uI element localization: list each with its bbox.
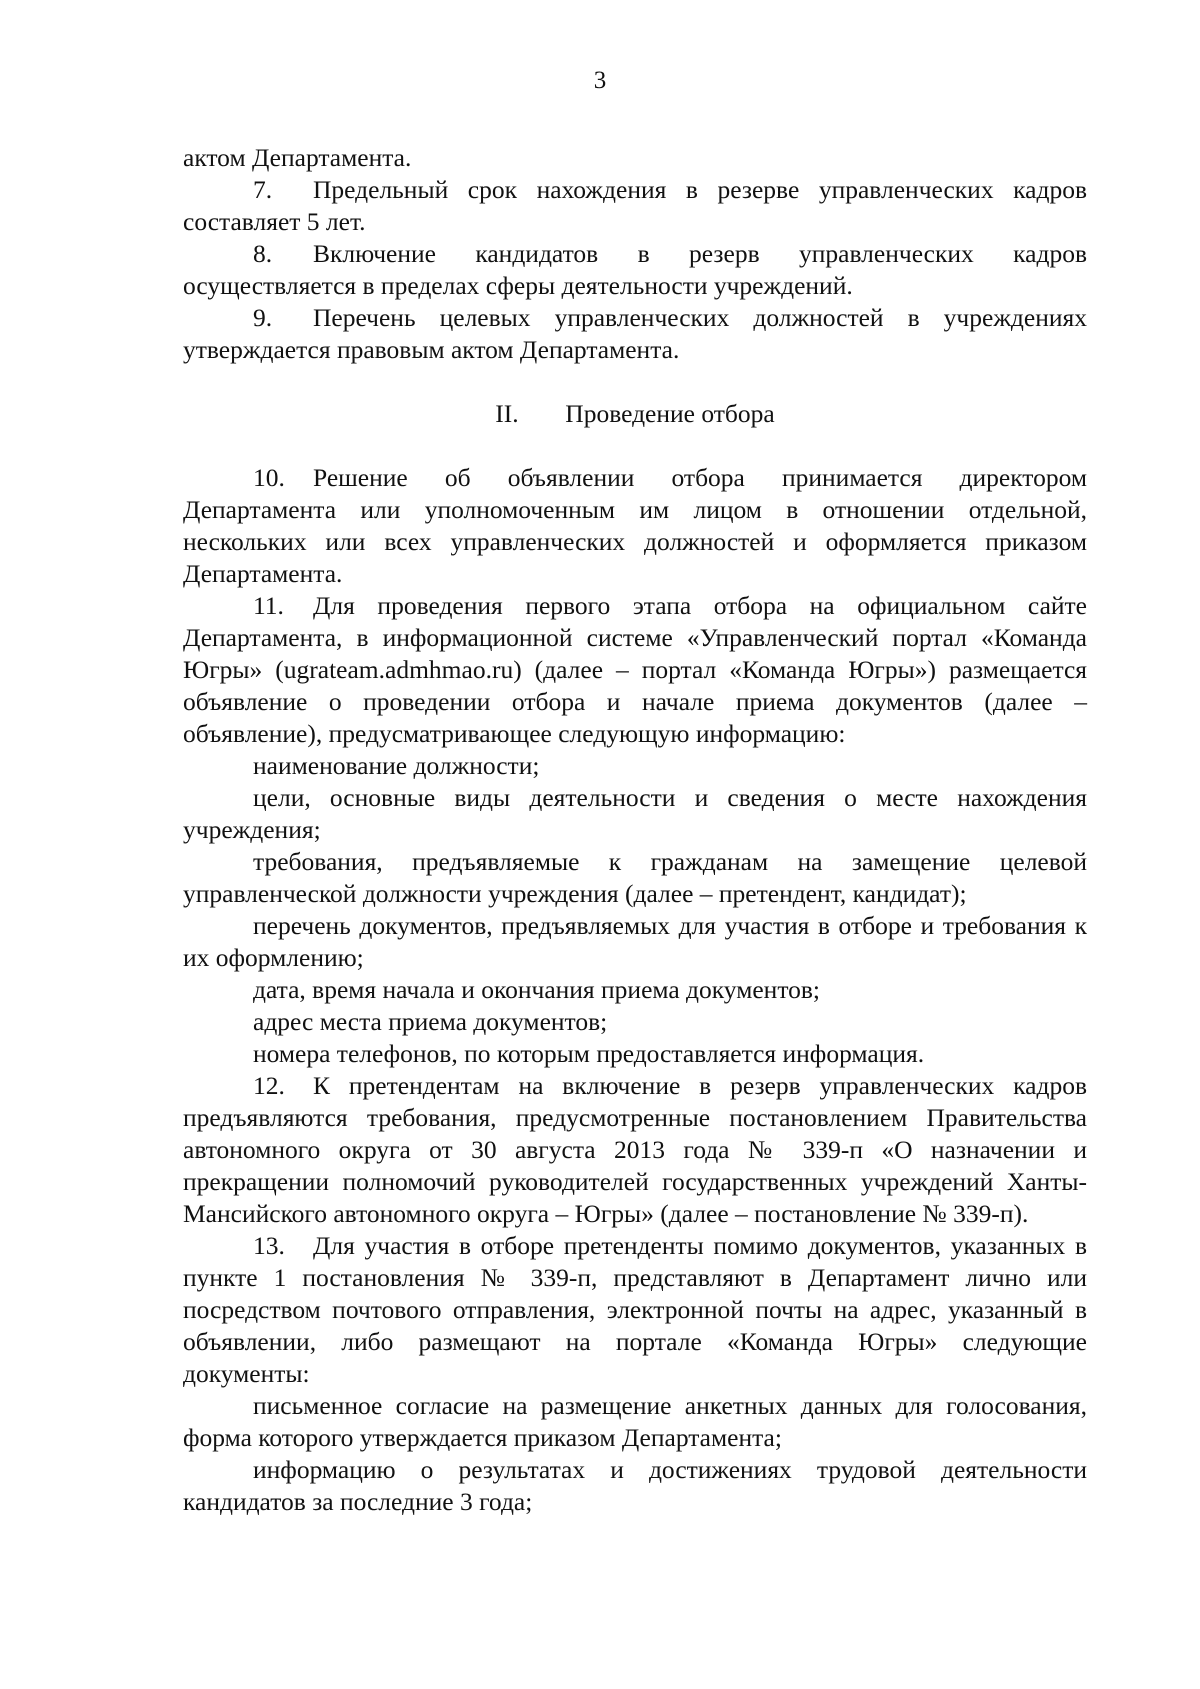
clause-text: К претендентам на включение в резерв управленческих кадров предъявляются требования, предусмотренные постановлением Правительства автономного округа от 30 августа 2013 года № 339-п «О назначении и прекращении полномочий руководителей государственных учреждений Ханты-Мансийского автономного округа – Югры» (далее – постановление № 339-п). <box>183 1071 1087 1228</box>
list-item: адрес места приема документов; <box>253 1007 608 1036</box>
list-item: наименование должности; <box>253 751 540 780</box>
clause-10 <box>183 462 1087 590</box>
clause-13 <box>183 1230 1087 1390</box>
clause-7 <box>183 174 1087 238</box>
list-item: письменное согласие на размещение анкетных данных для голосования, форма которого утверждается приказом Департамента; <box>183 1391 1087 1452</box>
clause-12 <box>183 1070 1087 1230</box>
clause-9 <box>183 302 1087 366</box>
clause-text: Перечень целевых управленческих должностей в учреждениях утверждается правовым актом Департамента. <box>183 303 1087 364</box>
page-number: 3 <box>593 67 607 94</box>
paragraph-continuation: актом Департамента. <box>183 143 412 172</box>
list-item: дата, время начала и окончания приема документов; <box>253 975 821 1004</box>
list-item: перечень документов, предъявляемых для участия в отборе и требования к их оформлению; <box>183 911 1087 972</box>
section-title: Проведение отбора <box>565 399 775 428</box>
clause-text: Для проведения первого этапа отбора на официальном сайте Департамента, в информационной системе «Управленческий портал «Команда Югры» (ugrateam.admhmao.ru) (далее – портал «Команда Югры») размещается объявление о проведении отбора и начале приема документов (далее – объявление), предусматривающее следующую информацию: <box>183 591 1087 748</box>
list-item: номера телефонов, по которым предоставляется информация. <box>253 1039 925 1068</box>
clause-11 <box>183 590 1087 750</box>
clause-text: Для участия в отборе претенденты помимо документов, указанных в пункте 1 постановления № 339-п, представляют в Департамент лично или посредством почтового отправления, электронной почты на адрес, указанный в объявлении, либо размещают на портале «Команда Югры» следующие документы: <box>183 1231 1087 1388</box>
list-item: цели, основные виды деятельности и сведения о месте нахождения учреждения; <box>183 783 1087 844</box>
clause-number: 12. <box>253 1071 285 1100</box>
clause-number: 13. <box>253 1231 285 1260</box>
clause-8 <box>183 238 1087 302</box>
list-item: требования, предъявляемые к гражданам на замещение целевой управленческой должности учреждения (далее – претендент, кандидат); <box>183 847 1087 908</box>
clause-number: 10. <box>253 463 285 492</box>
document-body <box>183 142 1087 1518</box>
clause-number: 9. <box>253 303 273 332</box>
clause-number: 8. <box>253 239 273 268</box>
section-heading <box>183 398 1087 430</box>
clause-text: Решение об объявлении отбора принимается директором Департамента или уполномоченным им лицом в отношении отдельной, нескольких или всех управленческих должностей и оформляется приказом Департамента. <box>183 463 1087 588</box>
clause-text: Включение кандидатов в резерв управленческих кадров осуществляется в пределах сферы деятельности учреждений. <box>183 239 1087 300</box>
list-item: информацию о результатах и достижениях трудовой деятельности кандидатов за последние 3 года; <box>183 1455 1087 1516</box>
clause-text: Предельный срок нахождения в резерве управленческих кадров составляет 5 лет. <box>183 175 1087 236</box>
clause-number: 11. <box>253 591 284 620</box>
section-number: II. <box>495 399 519 428</box>
clause-number: 7. <box>253 175 273 204</box>
